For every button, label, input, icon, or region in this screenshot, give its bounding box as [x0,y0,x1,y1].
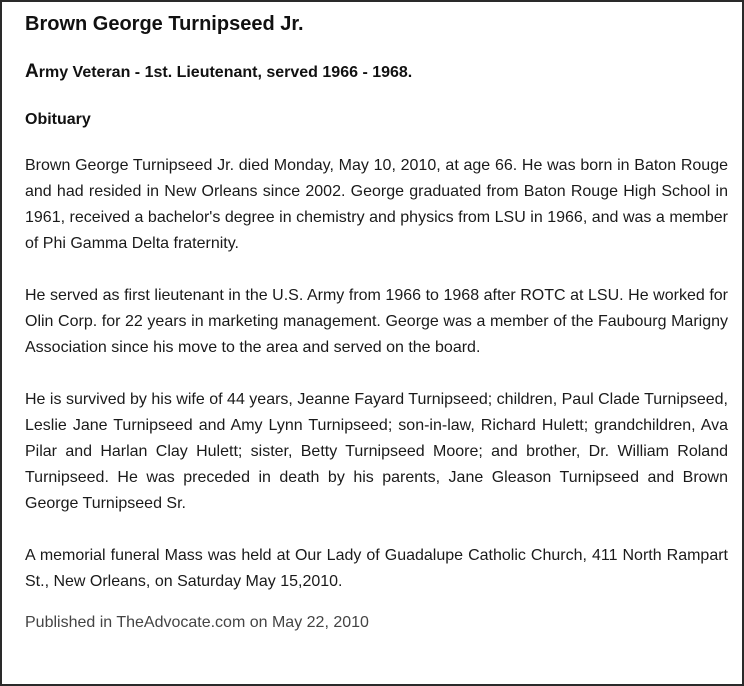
published-line: Published in TheAdvocate.com on May 22, 2010 [25,614,369,631]
paragraph-career: He served as first lieutenant in the U.S. Army from 1966 to 1968 after ROTC at LSU. He worked for Olin Corp. for 22 years in marketing management. George was a member of the Faubourg Marigny Association since his move to the area and served on the board. [25,287,728,356]
paragraph-biography: Brown George Turnipseed Jr. died Monday, May 10, 2010, at age 66. He was born in Baton Rouge and had resided in New Orleans since 2002. George graduated from Baton Rouge High School in 1961, received a bachelor's degree in chemistry and physics from LSU in 1966, and was a member of Phi Gamma Delta fraternity. [25,157,728,252]
paragraph-memorial: A memorial funeral Mass was held at Our Lady of Guadalupe Catholic Church, 411 North Rampart St., New Orleans, on Saturday May 15,2010. [25,547,728,590]
subtitle-initial: A [25,61,39,82]
obituary-name-heading: Brown George Turnipseed Jr. [25,13,304,35]
section-label-obituary: Obituary [25,111,91,128]
service-subtitle [25,60,728,85]
paragraph-survivors: He is survived by his wife of 44 years, Jeanne Fayard Turnipseed; children, Paul Clade Turnipseed, Leslie Jane Turnipseed and Amy Lynn Turnipseed; son-in-law, Richard Hulett; grandchildren, Ava Pilar and Harlan Clay Hulett; sister, Betty Turnipseed Moore; and brother, Dr. William Roland Turnipseed. He was preceded in death by his parents, Jane Gleason Turnipseed and Brown George Turnipseed Sr. [25,391,728,512]
subtitle-text: rmy Veteran - 1st. Lieutenant, served 1966 - 1968. [38,64,413,81]
